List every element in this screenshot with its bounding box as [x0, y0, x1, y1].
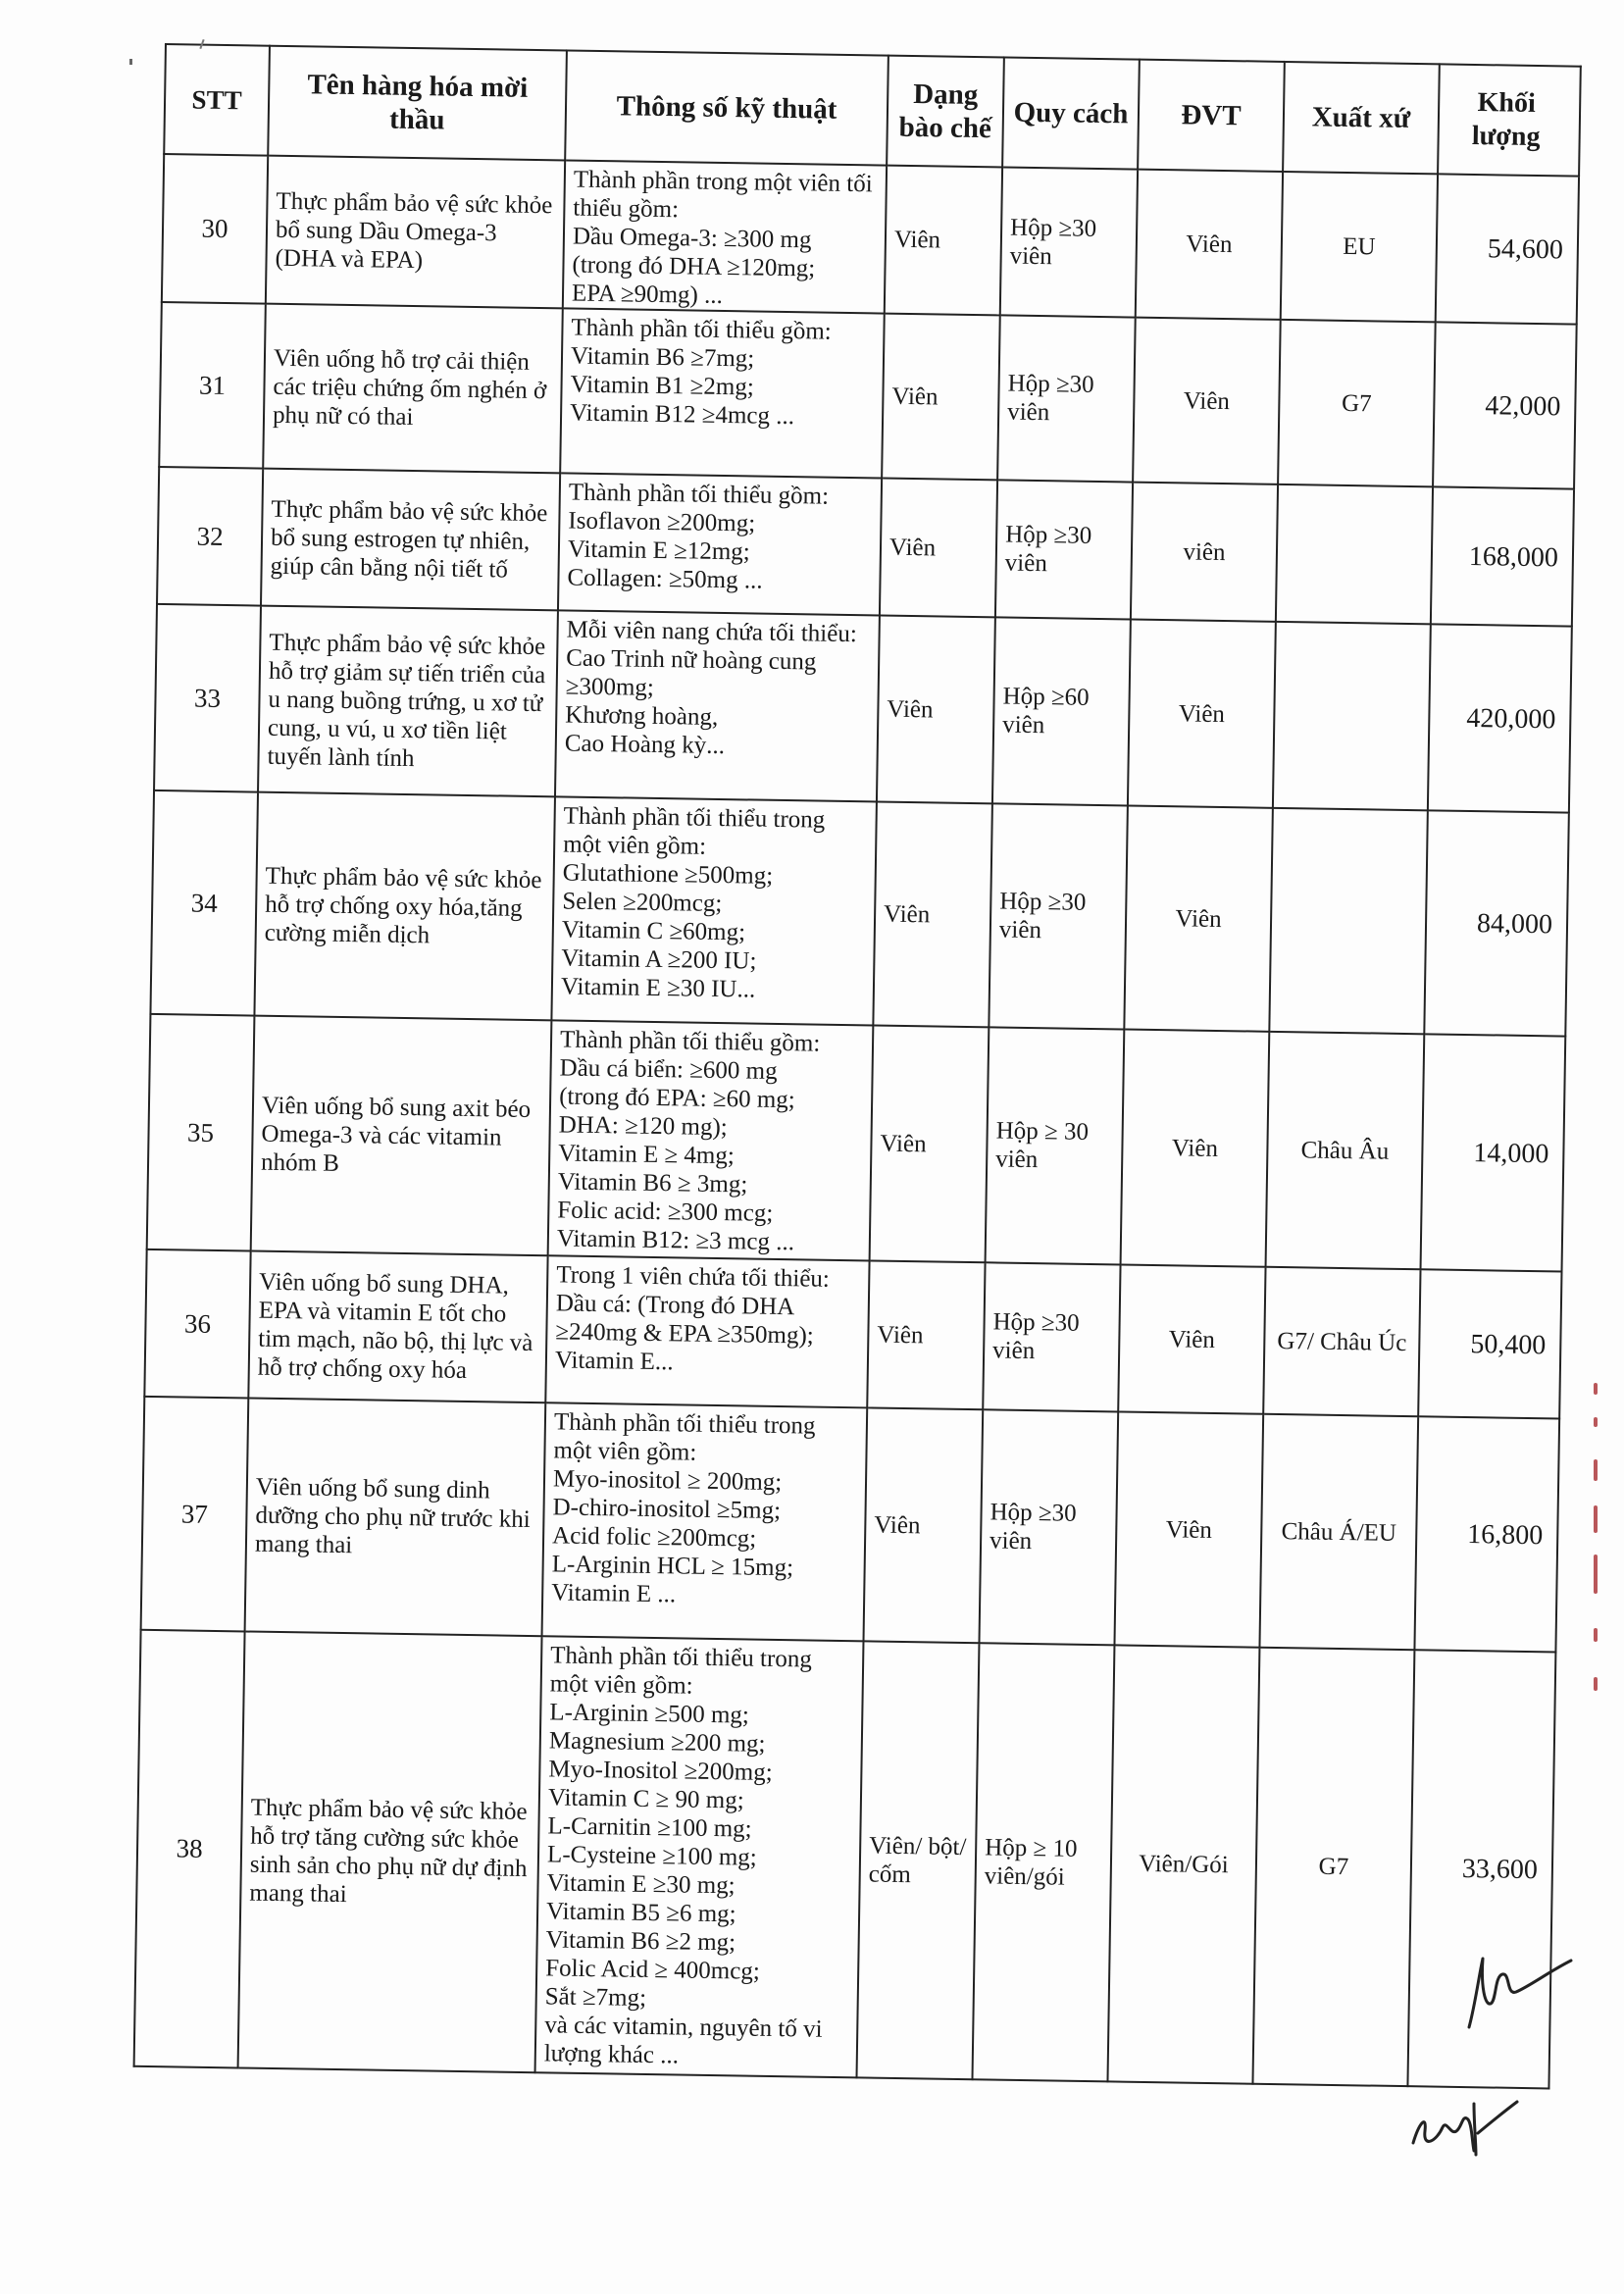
spec-line: Vitamin E ≥12mg;	[567, 535, 750, 566]
spec-line: Vitamin A ≥200 IU;	[561, 944, 757, 975]
cell-packaging: Hộp ≥60 viên	[992, 617, 1131, 805]
cell-packaging: Hộp ≥30 viên	[995, 480, 1133, 619]
spec-line: Vitamin B1 ≥2mg;	[570, 371, 755, 401]
table-row	[162, 154, 1579, 325]
spec-line: Myo-Inositol ≥200mg;	[548, 1756, 773, 1786]
cell-quantity: 42,000	[1433, 322, 1577, 488]
cell-spec	[560, 308, 885, 478]
spec-line: DHA: ≥120 mg);	[558, 1111, 728, 1142]
cell-spec	[535, 1636, 864, 2077]
cell-spec	[548, 1020, 874, 1260]
cell-quantity: 33,600	[1407, 1650, 1555, 2088]
table-row	[147, 1014, 1566, 1272]
cell-origin: EU	[1281, 172, 1438, 322]
cell-quantity: 84,000	[1424, 810, 1569, 1036]
cell-name: Thực phẩm bảo vệ sức khỏe bổ sung Dầu Omega-3 (DHA và EPA)	[266, 156, 565, 309]
spec-line: Vitamin E ≥30 IU...	[560, 973, 756, 1003]
spec-line: (trong đó DHA ≥120mg;	[572, 251, 816, 282]
spec-line: Dầu cá biển: ≥600 mg	[559, 1054, 778, 1085]
cell-quantity: 54,600	[1436, 174, 1579, 324]
table-row	[150, 790, 1568, 1037]
cell-spec	[563, 160, 887, 313]
spec-line: Vitamin B6 ≥2 mg;	[545, 1926, 736, 1957]
cell-dosage-form: Viên	[880, 479, 997, 618]
cell-stt: 37	[141, 1397, 249, 1632]
spec-line: Thành phần tối thiểu gồm:	[568, 479, 830, 510]
header-name: Tên hàng hóa mời thầu	[268, 46, 567, 161]
spec-line: Glutathione ≥500mg;	[562, 859, 774, 890]
spec-line: Folic acid: ≥300 mcg;	[557, 1197, 774, 1227]
cell-name: Thực phẩm bảo vệ sức khỏe hỗ trợ giảm sự tiến triển của u nang buồng trứng, u xơ tử cung, u vú, u xơ tiền liệt tuyến lành tính	[258, 606, 558, 797]
spec-line: Folic Acid ≥ 400mcg;	[545, 1955, 760, 1985]
cell-dosage-form: Viên	[873, 801, 992, 1027]
signature-initial-bottom	[1407, 2084, 1525, 2158]
cell-unit: Viên	[1133, 318, 1281, 484]
spec-line: Khương hoàng,	[565, 701, 719, 731]
spec-line: Sắt ≥7mg;	[544, 1983, 647, 2012]
cell-name: Thực phẩm bảo vệ sức khỏe bổ sung estrogen tự nhiên, giúp cân bằng nội tiết tố	[261, 469, 560, 611]
spec-line: Vitamin B12: ≥3 mcg ...	[556, 1225, 795, 1256]
cell-unit: Viên/Gói	[1107, 1645, 1259, 2083]
spec-line: Acid folic ≥200mcg;	[551, 1522, 757, 1553]
spec-line: Vitamin E ...	[551, 1579, 677, 1608]
spec-line: EPA ≥90mg) ...	[571, 280, 724, 309]
spec-line: Vitamin E...	[554, 1347, 674, 1376]
cell-unit: Viên	[1121, 1029, 1270, 1266]
cell-packaging: Hộp ≥ 10 viên/gói	[972, 1643, 1114, 2081]
cell-dosage-form: Viên	[882, 314, 1000, 481]
spec-line: Dầu cá: (Trong đó DHA ≥240mg & EPA ≥350mg);	[555, 1290, 814, 1350]
header-unit: ĐVT	[1138, 60, 1285, 172]
spec-line: Myo-inositol ≥ 200mg;	[552, 1465, 783, 1497]
cell-quantity: 50,400	[1418, 1269, 1561, 1418]
table-row	[159, 302, 1576, 489]
cell-unit: Viên	[1114, 1411, 1263, 1647]
cell-packaging: Hộp ≥30 viên	[979, 1409, 1118, 1645]
cell-stt: 31	[159, 302, 266, 469]
spec-line: Mỗi viên nang chứa tối thiểu:	[566, 616, 857, 648]
cell-packaging: Hộp ≥30 viên	[997, 315, 1136, 482]
cell-spec	[545, 1255, 869, 1407]
cell-name: Thực phẩm bảo vệ sức khỏe hỗ trợ tăng cường sức khỏe sinh sản cho phụ nữ dự định mang thai	[238, 1631, 542, 2072]
header-form: Dạng bào chế	[887, 56, 1004, 168]
spec-line: L-Arginin HCL ≥ 15mg;	[551, 1551, 794, 1582]
cell-name: Viên uống hỗ trợ cải thiện các triệu chứng ốm nghén ở phụ nữ có thai	[263, 304, 563, 474]
table-row	[141, 1397, 1560, 1653]
spec-line: Selen ≥200mcg;	[562, 888, 723, 918]
header-pack: Quy cách	[1002, 57, 1140, 169]
cell-dosage-form: Viên	[863, 1407, 983, 1643]
cell-packaging: Hộp ≥30 viên	[989, 803, 1128, 1029]
header-qty: Khối lượng	[1438, 64, 1581, 176]
spec-line: Cao Trinh nữ hoàng cung ≥300mg;	[565, 644, 817, 701]
header-origin: Xuất xứ	[1283, 62, 1440, 174]
cell-dosage-form: Viên	[877, 616, 995, 804]
cell-unit: Viên	[1128, 620, 1276, 808]
spec-line: Dầu Omega-3: ≥300 mg	[572, 223, 812, 254]
cell-dosage-form: Viên	[867, 1260, 985, 1409]
cell-origin	[1276, 484, 1433, 624]
spec-line: Vitamin C ≥60mg;	[561, 916, 746, 946]
cell-spec	[555, 610, 880, 801]
spec-line: Vitamin B5 ≥6 mg;	[545, 1898, 736, 1928]
cell-spec	[558, 473, 882, 615]
spec-line: Vitamin B12 ≥4mcg ...	[569, 399, 795, 431]
cell-quantity: 14,000	[1421, 1034, 1566, 1271]
cell-origin: Châu Âu	[1266, 1032, 1425, 1269]
spec-line: và các vitamin, nguyên tố vi lượng khác ...	[543, 2012, 823, 2069]
spec-line: Thành phần tối thiểu trong một viên gồm:	[549, 1642, 813, 1700]
cell-stt: 35	[147, 1014, 255, 1251]
cell-spec	[551, 796, 877, 1025]
cell-unit: Viên	[1118, 1264, 1265, 1413]
cell-name: Viên uống bổ sung axit béo Omega-3 và các vitamin nhóm B	[251, 1016, 552, 1256]
spec-line: D-chiro-inositol ≥5mg;	[552, 1494, 782, 1525]
spec-line: Thành phần tối thiểu trong một viên gồm:	[563, 802, 826, 860]
cell-dosage-form: Viên	[870, 1025, 990, 1262]
table-body	[134, 154, 1579, 2088]
spec-line: Vitamin B6 ≥7mg;	[570, 342, 755, 373]
cell-dosage-form: Viên	[885, 166, 1002, 316]
spec-line: Thành phần trong một viên tối thiểu gồm:	[573, 166, 873, 224]
spec-line: L-Carnitin ≥100 mg;	[547, 1812, 752, 1843]
cell-packaging: Hộp ≥30 viên	[983, 1262, 1120, 1411]
cell-quantity: 420,000	[1428, 624, 1572, 812]
cell-unit: Viên	[1136, 170, 1283, 320]
cell-stt: 34	[150, 790, 258, 1016]
spec-line: Thành phần tối thiểu gồm:	[559, 1026, 821, 1057]
cell-quantity: 16,800	[1414, 1416, 1559, 1652]
cell-name: Viên uống bổ sung DHA, EPA và vitamin E tốt cho tim mạch, não bộ, thị lực và hỗ trợ chống oxy hóa	[248, 1251, 547, 1403]
cell-unit: viên	[1131, 483, 1278, 622]
signature-initial-right	[1461, 1947, 1579, 2035]
spec-line: Isoflavon ≥200mg;	[568, 507, 756, 537]
spec-line: Vitamin B6 ≥ 3mg;	[557, 1168, 748, 1198]
cell-spec	[542, 1402, 868, 1641]
stamp-edge-marks	[1594, 1383, 1601, 1697]
spec-line: Thành phần tối thiểu gồm:	[571, 314, 832, 345]
spec-line: Vitamin E ≥ 4mg;	[558, 1140, 736, 1170]
cell-origin	[1269, 808, 1428, 1034]
cell-name: Viên uống bổ sung dinh dưỡng cho phụ nữ trước khi mang thai	[245, 1399, 546, 1637]
bid-items-table	[133, 43, 1582, 2089]
cell-unit: Viên	[1124, 806, 1273, 1032]
spec-line: Magnesium ≥200 mg;	[548, 1727, 766, 1758]
spec-line: L-Arginin ≥500 mg;	[549, 1699, 750, 1729]
spec-line: Collagen: ≥50mg ...	[567, 564, 763, 594]
cell-stt: 30	[162, 154, 268, 304]
scan-speck	[129, 59, 132, 65]
spec-line: Cao Hoàng kỳ...	[564, 730, 726, 760]
spec-line: (trong đó EPA: ≥60 mg;	[558, 1083, 795, 1114]
spec-line: Vitamin E ≥30 mg;	[546, 1869, 736, 1900]
spec-line: L-Cysteine ≥100 mg;	[546, 1841, 757, 1871]
table-row	[144, 1249, 1561, 1419]
cell-origin: Châu Á/EU	[1259, 1414, 1418, 1650]
bid-table-wrapper	[133, 43, 1582, 2089]
cell-stt: 33	[154, 604, 261, 792]
cell-name: Thực phẩm bảo vệ sức khỏe hỗ trợ chống oxy hóa,tăng cường miễn dịch	[254, 792, 555, 1021]
cell-origin: G7	[1278, 320, 1436, 486]
header-stt: STT	[164, 44, 270, 156]
table-row	[157, 467, 1574, 627]
cell-packaging: Hộp ≥30 viên	[1000, 167, 1138, 317]
header-spec: Thông số kỹ thuật	[565, 50, 888, 165]
spec-line: Trong 1 viên chứa tối thiểu:	[556, 1261, 831, 1293]
cell-dosage-form: Viên/ bột/ cốm	[857, 1641, 980, 2079]
spec-line: Thành phần tối thiểu trong một viên gồm:	[553, 1408, 816, 1466]
cell-stt: 32	[157, 467, 263, 606]
cell-origin: G7	[1252, 1648, 1414, 2086]
cell-origin: G7/ Châu Úc	[1263, 1267, 1420, 1416]
table-row	[154, 604, 1572, 813]
cell-packaging: Hộp ≥ 30 viên	[986, 1027, 1125, 1264]
cell-quantity: 168,000	[1431, 486, 1574, 626]
spec-line: Vitamin C ≥ 90 mg;	[547, 1784, 744, 1814]
cell-origin	[1273, 622, 1431, 810]
cell-stt: 38	[134, 1630, 245, 2068]
table-row	[134, 1630, 1556, 2089]
cell-stt: 36	[144, 1249, 250, 1399]
